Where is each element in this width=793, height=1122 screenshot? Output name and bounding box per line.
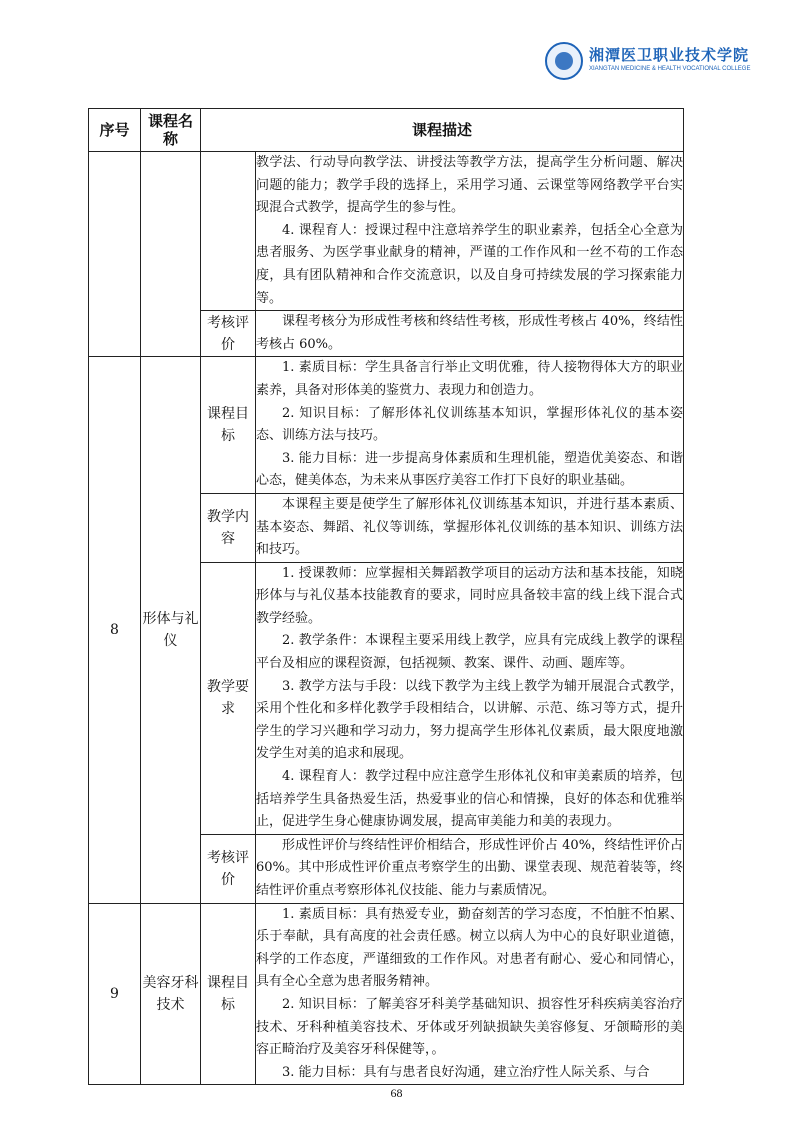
course9-goal: 1. 素质目标：具有热爱专业，勤奋刻苦的学习态度，不怕脏不怕累、乐于奉献，具有高度的社会责任感。树立以病人为中心的良好职业道德，科学的工作态度，严谨细致的工作作风。对患者有耐心、爱心和同情心，具有全心全意为患者服务精神。 bbox=[256, 906, 684, 990]
table-row bbox=[89, 152, 684, 311]
cont-no-cell bbox=[89, 152, 141, 357]
course8-requirements bbox=[256, 562, 684, 834]
course8-goals bbox=[256, 357, 684, 494]
cont-assessment bbox=[256, 311, 684, 357]
course9-goals-label: 课程目标 bbox=[201, 903, 256, 1085]
course8-assessment-text: 形成性评价与终结性评价相结合，形成性评价占 40%，终结性评价占 60%。其中形成性评价重点考察学生的出勤、课堂表现、规范着装等，终结性评价重点考察形体礼仪技能、能力与素质情况。 bbox=[256, 837, 684, 898]
cont-assessment-text: 课程考核分为形成性考核和终结性考核，形成性考核占 40%，终结性考核占 60%。 bbox=[256, 314, 684, 352]
cont-sub-cell bbox=[201, 152, 256, 311]
course9-goal: 3. 能力目标：具有与患者良好沟通，建立治疗性人际关系、与合 bbox=[282, 1064, 650, 1080]
table-header-row bbox=[89, 109, 684, 152]
course8-goal: 3. 能力目标：进一步提高身体素质和生理机能，塑造优美姿态、和谐心态，健美体态，为未来从事医疗美容工作打下良好的职业基础。 bbox=[256, 450, 684, 489]
course8-requirement: 2. 教学条件：本课程主要采用线上教学，应具有完成线上教学的课程平台及相应的课程资源，包括视频、教案、课件、动画、题库等。 bbox=[256, 633, 684, 672]
table-row bbox=[89, 357, 684, 494]
course8-assessment-label: 考核评价 bbox=[201, 834, 256, 903]
course8-name: 形体与礼仪 bbox=[141, 357, 201, 903]
school-seal-icon bbox=[545, 42, 583, 80]
course9-name: 美容牙科技术 bbox=[141, 903, 201, 1085]
course8-requirement: 1. 授课教师：应掌握相关舞蹈教学项目的运动方法和基本技能，知晓形体与与礼仪基本技能教育的要求，同时应具备较丰富的线上线下混合式教学经验。 bbox=[256, 565, 684, 626]
course8-no: 8 bbox=[89, 357, 141, 903]
course8-content-text: 本课程主要是使学生了解形体礼仪训练基本知识，并进行基本素质、基本姿态、舞蹈、礼仪等训练，掌握形体礼仪训练的基本知识、训练方法和技巧。 bbox=[256, 496, 684, 558]
course8-requirements-label: 教学要求 bbox=[201, 562, 256, 834]
header-description: 课程描述 bbox=[201, 109, 684, 152]
course9-goals bbox=[256, 903, 684, 1085]
cont-assessment-label: 考核评价 bbox=[201, 311, 256, 357]
page-number: 68 bbox=[390, 1086, 403, 1100]
school-logo bbox=[545, 42, 751, 82]
course8-requirement: 3. 教学方法与手段：以线下教学为主线上教学为辅开展混合式教学，采用个性化和多样化教学手段相结合，以讲解、示范、练习等方式，提升学生的学习兴趣和学习动力，努力提高学生形体礼仪素质，最大限度地激发学生对美的追求和展现。 bbox=[256, 678, 684, 762]
course8-goal: 1. 素质目标：学生具备言行举止文明优雅，待人接物得体大方的职业素养，具备对形体美的鉴赏力、表现力和创造力。 bbox=[256, 360, 684, 398]
cont-paragraph: 4. 课程育人：授课过程中注意培养学生的职业素养，包括全心全意为患者服务、为医学事业献身的精神，严谨的工作作风和一丝不苟的工作态度，具有团队精神和合作交流意识，以及自身可持续发展的学习探索能力等。 bbox=[256, 222, 684, 306]
course8-content-label: 教学内容 bbox=[201, 493, 256, 562]
course8-requirement: 4. 课程育人：教学过程中应注意学生形体礼仪和审美素质的培养，包括培养学生具备热爱生活，热爱事业的信心和情操，良好的体态和优雅举止，促进学生身心健康协调发展，提高审美能力和美的表现力。 bbox=[256, 769, 684, 830]
header-no: 序号 bbox=[89, 109, 141, 152]
course8-goals-label: 课程目标 bbox=[201, 357, 256, 494]
table-row bbox=[89, 903, 684, 1085]
course9-no: 9 bbox=[89, 903, 141, 1085]
course8-assessment bbox=[256, 834, 684, 903]
course9-goal: 2. 知识目标：了解美容牙科美学基础知识、损容性牙科疾病美容治疗技术、牙科种植美容技术、牙体或牙列缺损缺失美容修复、牙颌畸形的美容正畸治疗及美容牙科保健等，。 bbox=[256, 996, 684, 1058]
school-name-en: XIANGTAN MEDICINE & HEALTH VOCATIONAL COLLEGE bbox=[589, 66, 751, 72]
school-name: 湘潭医卫职业技术学院 bbox=[589, 46, 750, 64]
course-table bbox=[88, 108, 684, 1085]
cont-paragraph: 教学法、行动导向教学法、讲授法等教学方法，提高学生分析问题、解决问题的能力；教学手段的选择上，采用学习通、云课堂等网络教学平台实现混合式教学，提高学生的参与性。 bbox=[256, 155, 684, 216]
cont-requirements bbox=[256, 152, 684, 311]
cont-name-cell bbox=[141, 152, 201, 357]
header-course-name: 课程名称 bbox=[141, 109, 201, 152]
course8-content bbox=[256, 493, 684, 562]
course8-goal: 2. 知识目标：了解形体礼仪训练基本知识，掌握形体礼仪的基本姿态、训练方法与技巧。 bbox=[256, 405, 684, 444]
